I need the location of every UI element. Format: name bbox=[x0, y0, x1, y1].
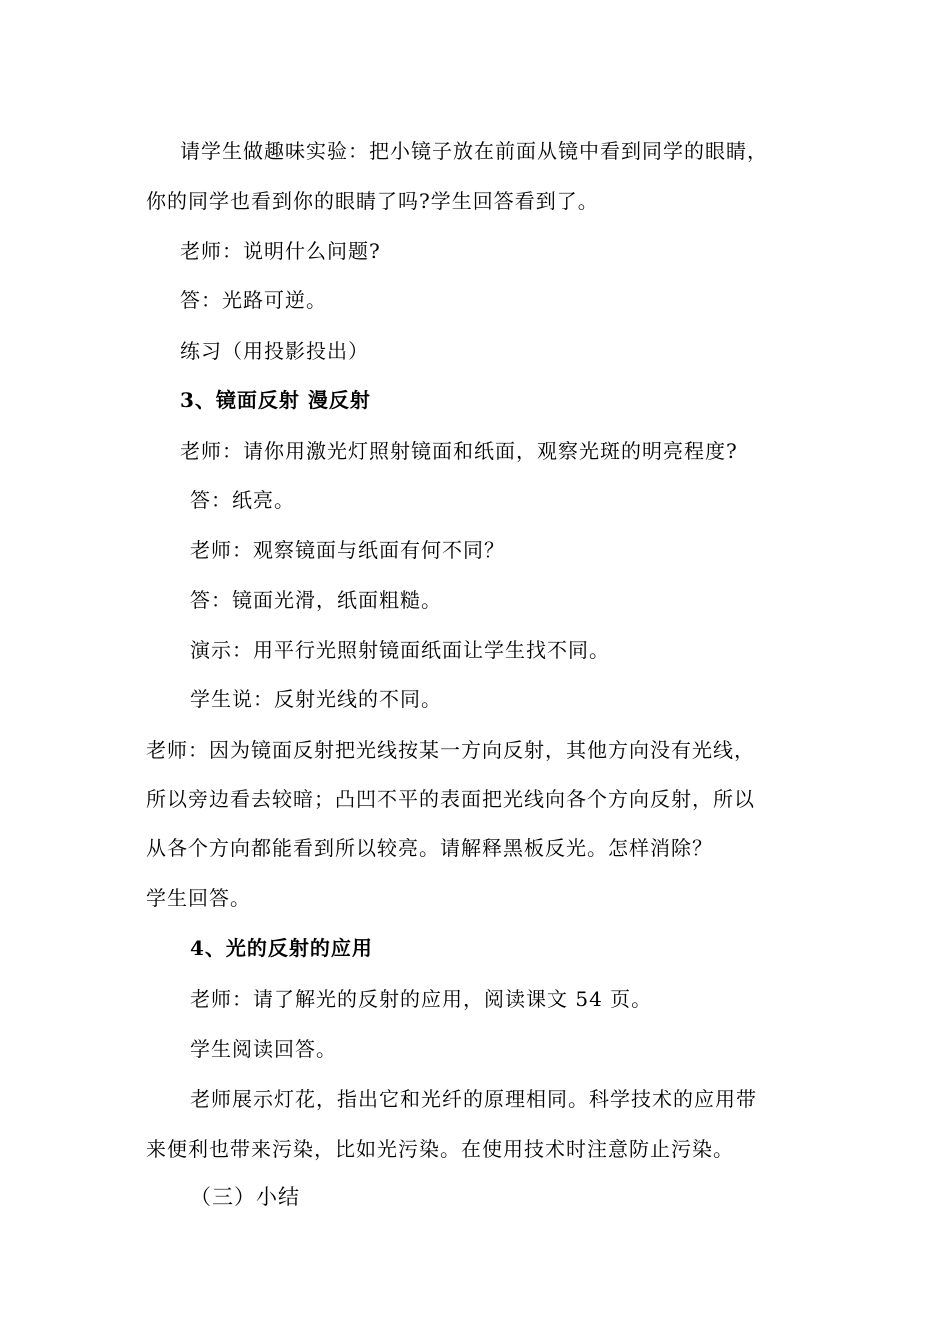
teacher-laser-question: 老师：请你用激光灯照射镜面和纸面，观察光斑的明亮程度? bbox=[180, 439, 738, 463]
teacher-question-line: 老师：说明什么问题? bbox=[180, 239, 381, 263]
teacher-observe-question: 老师：观察镜面与纸面有何不同？ bbox=[190, 538, 505, 562]
section-heading-3: 3、镜面反射 漫反射 bbox=[180, 388, 371, 412]
demonstration-line: 演示：用平行光照射镜面纸面让学生找不同。 bbox=[190, 638, 610, 662]
summary-heading: （三）小结 bbox=[190, 1185, 300, 1209]
paragraph-experiment-line-2: 你的同学也看到你的眼睛了吗?学生回答看到了。 bbox=[146, 189, 599, 213]
paragraph-experiment-line-1: 请学生做趣味实验：把小镜子放在前面从镜中看到同学的眼睛， bbox=[180, 139, 768, 163]
student-reading-line: 学生阅读回答。 bbox=[190, 1037, 337, 1061]
application-paragraph-line-1: 老师展示灯花，指出它和光纤的原理相同。科学技术的应用带 bbox=[190, 1087, 757, 1111]
exercise-line: 练习（用投影投出） bbox=[180, 339, 369, 363]
answer-line: 答：光路可逆。 bbox=[180, 288, 327, 312]
teacher-reading-line: 老师：请了解光的反射的应用，阅读课文 54 页。 bbox=[190, 987, 653, 1011]
student-says-line: 学生说：反射光线的不同。 bbox=[190, 687, 442, 711]
answer-paper-bright: 答：纸亮。 bbox=[190, 488, 295, 512]
section-heading-4: 4、光的反射的应用 bbox=[190, 936, 373, 960]
answer-smooth-rough: 答：镜面光滑，纸面粗糙。 bbox=[190, 588, 442, 612]
teacher-explanation-line-3: 从各个方向都能看到所以较亮。请解释黑板反光。怎样消除？ bbox=[146, 836, 713, 860]
teacher-explanation-line-2: 所以旁边看去较暗；凸凹不平的表面把光线向各个方向反射，所以 bbox=[146, 787, 755, 811]
application-paragraph-line-2: 来便利也带来污染，比如光污染。在使用技术时注意防止污染。 bbox=[146, 1137, 734, 1161]
teacher-explanation-line-1: 老师：因为镜面反射把光线按某一方向反射，其他方向没有光线， bbox=[146, 738, 755, 762]
student-answer-line: 学生回答。 bbox=[146, 886, 251, 910]
